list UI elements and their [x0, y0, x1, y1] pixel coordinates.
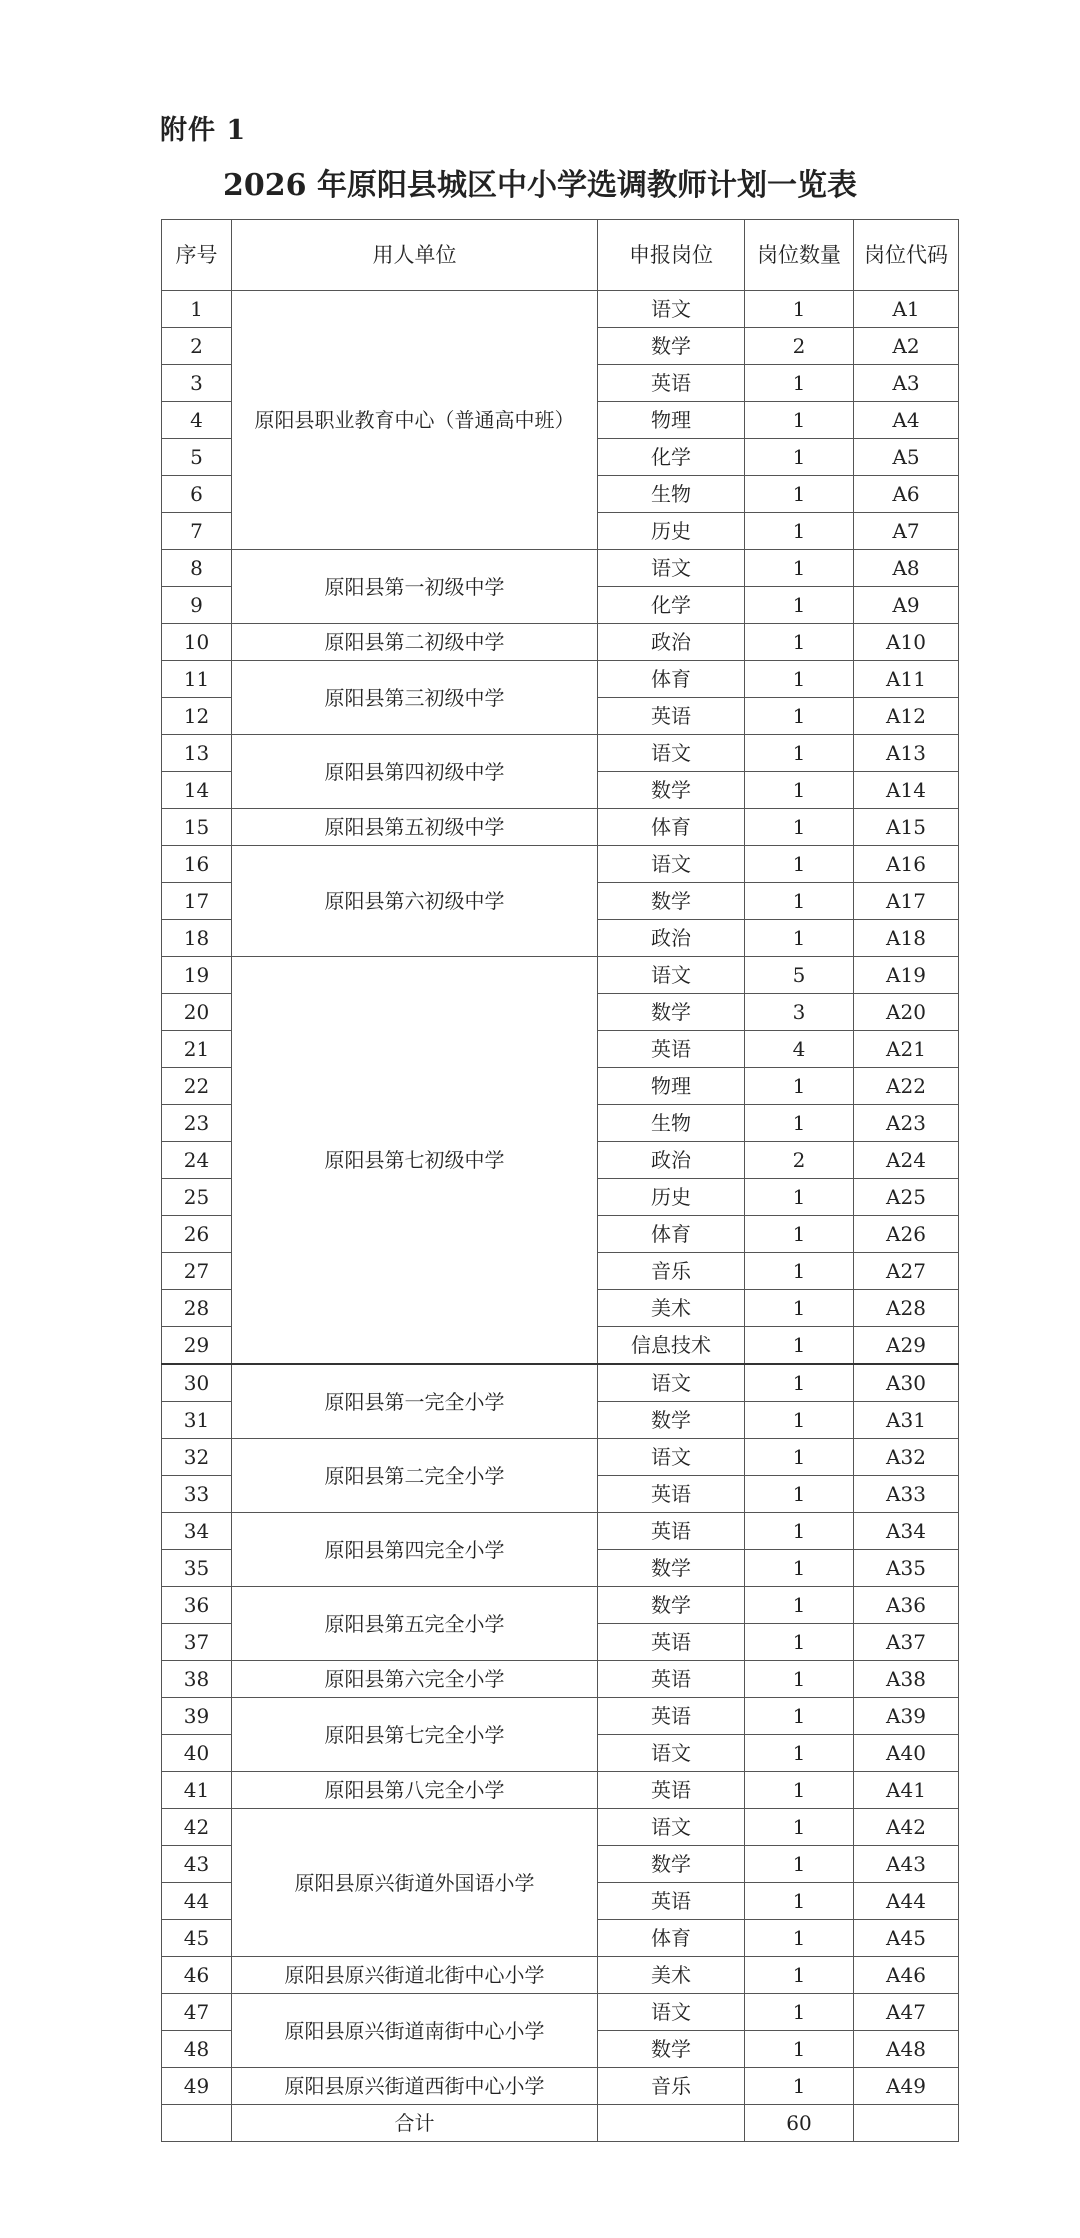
code-cell: A21	[854, 1031, 959, 1068]
table-row	[162, 1994, 959, 2031]
seq-cell: 15	[162, 809, 232, 846]
count-cell: 1	[745, 1587, 854, 1624]
count-cell: 1	[745, 2068, 854, 2105]
post-cell: 体育	[598, 809, 745, 846]
count-cell: 1	[745, 1846, 854, 1883]
count-cell: 1	[745, 1550, 854, 1587]
post-cell: 语文	[598, 550, 745, 587]
code-cell: A19	[854, 957, 959, 994]
code-cell: A28	[854, 1290, 959, 1327]
code-cell: A39	[854, 1698, 959, 1735]
post-cell: 数学	[598, 1587, 745, 1624]
attachment-label: 附件 1	[160, 115, 247, 146]
code-cell: A11	[854, 661, 959, 698]
seq-cell: 21	[162, 1031, 232, 1068]
header-row	[162, 220, 959, 291]
unit-cell: 原阳县原兴街道南街中心小学	[232, 1994, 598, 2068]
post-cell: 语文	[598, 957, 745, 994]
count-cell: 1	[745, 1735, 854, 1772]
unit-cell: 原阳县原兴街道外国语小学	[232, 1809, 598, 1957]
seq-cell: 39	[162, 1698, 232, 1735]
post-cell: 物理	[598, 1068, 745, 1105]
total-code-cell	[854, 2105, 959, 2142]
code-cell: A31	[854, 1402, 959, 1439]
unit-cell: 原阳县原兴街道北街中心小学	[232, 1957, 598, 1994]
post-cell: 语文	[598, 1735, 745, 1772]
table-row	[162, 1364, 959, 1402]
unit-cell: 原阳县原兴街道西街中心小学	[232, 2068, 598, 2105]
code-cell: A17	[854, 883, 959, 920]
table-row	[162, 661, 959, 698]
total-row	[162, 2105, 959, 2142]
code-cell: A44	[854, 1883, 959, 1920]
count-cell: 1	[745, 1439, 854, 1476]
seq-cell: 43	[162, 1846, 232, 1883]
table-row	[162, 624, 959, 661]
seq-cell: 11	[162, 661, 232, 698]
code-cell: A6	[854, 476, 959, 513]
code-cell: A7	[854, 513, 959, 550]
unit-cell: 原阳县第一初级中学	[232, 550, 598, 624]
post-cell: 化学	[598, 439, 745, 476]
code-cell: A10	[854, 624, 959, 661]
header-count: 岗位数量	[745, 220, 854, 291]
unit-cell: 原阳县职业教育中心（普通高中班）	[232, 291, 598, 550]
code-cell: A45	[854, 1920, 959, 1957]
count-cell: 1	[745, 1957, 854, 1994]
count-cell: 1	[745, 476, 854, 513]
count-cell: 3	[745, 994, 854, 1031]
code-cell: A47	[854, 1994, 959, 2031]
count-cell: 1	[745, 772, 854, 809]
seq-cell: 9	[162, 587, 232, 624]
post-cell: 政治	[598, 624, 745, 661]
code-cell: A29	[854, 1327, 959, 1365]
count-cell: 1	[745, 1364, 854, 1402]
table-row	[162, 957, 959, 994]
post-cell: 英语	[598, 1513, 745, 1550]
seq-cell: 42	[162, 1809, 232, 1846]
seq-cell: 25	[162, 1179, 232, 1216]
code-cell: A15	[854, 809, 959, 846]
post-cell: 历史	[598, 513, 745, 550]
count-cell: 1	[745, 1513, 854, 1550]
code-cell: A23	[854, 1105, 959, 1142]
code-cell: A2	[854, 328, 959, 365]
table-row	[162, 550, 959, 587]
post-cell: 语文	[598, 1364, 745, 1402]
post-cell: 数学	[598, 1402, 745, 1439]
post-cell: 数学	[598, 328, 745, 365]
seq-cell: 13	[162, 735, 232, 772]
table-footer	[162, 2105, 959, 2142]
code-cell: A13	[854, 735, 959, 772]
count-cell: 1	[745, 1327, 854, 1365]
post-cell: 信息技术	[598, 1327, 745, 1365]
count-cell: 1	[745, 587, 854, 624]
count-cell: 1	[745, 1402, 854, 1439]
total-seq-cell	[162, 2105, 232, 2142]
code-cell: A33	[854, 1476, 959, 1513]
count-cell: 1	[745, 2031, 854, 2068]
count-cell: 1	[745, 1920, 854, 1957]
seq-cell: 27	[162, 1253, 232, 1290]
code-cell: A49	[854, 2068, 959, 2105]
table-row	[162, 1439, 959, 1476]
seq-cell: 29	[162, 1327, 232, 1365]
count-cell: 1	[745, 550, 854, 587]
code-cell: A3	[854, 365, 959, 402]
post-cell: 数学	[598, 772, 745, 809]
seq-cell: 1	[162, 291, 232, 328]
count-cell: 4	[745, 1031, 854, 1068]
post-cell: 物理	[598, 402, 745, 439]
code-cell: A9	[854, 587, 959, 624]
seq-cell: 4	[162, 402, 232, 439]
unit-cell: 原阳县第四完全小学	[232, 1513, 598, 1587]
code-cell: A27	[854, 1253, 959, 1290]
count-cell: 1	[745, 365, 854, 402]
table-body	[162, 291, 959, 2105]
seq-cell: 19	[162, 957, 232, 994]
table-row	[162, 1661, 959, 1698]
code-cell: A26	[854, 1216, 959, 1253]
code-cell: A4	[854, 402, 959, 439]
post-cell: 数学	[598, 883, 745, 920]
unit-cell: 原阳县第七初级中学	[232, 957, 598, 1365]
seq-cell: 38	[162, 1661, 232, 1698]
seq-cell: 28	[162, 1290, 232, 1327]
code-cell: A30	[854, 1364, 959, 1402]
post-cell: 语文	[598, 1994, 745, 2031]
count-cell: 1	[745, 1883, 854, 1920]
seq-cell: 47	[162, 1994, 232, 2031]
seq-cell: 17	[162, 883, 232, 920]
unit-cell: 原阳县第三初级中学	[232, 661, 598, 735]
code-cell: A42	[854, 1809, 959, 1846]
table-header	[162, 220, 959, 291]
count-cell: 2	[745, 328, 854, 365]
seq-cell: 46	[162, 1957, 232, 1994]
code-cell: A20	[854, 994, 959, 1031]
post-cell: 英语	[598, 1624, 745, 1661]
code-cell: A37	[854, 1624, 959, 1661]
count-cell: 1	[745, 698, 854, 735]
count-cell: 1	[745, 513, 854, 550]
code-cell: A41	[854, 1772, 959, 1809]
code-cell: A38	[854, 1661, 959, 1698]
code-cell: A5	[854, 439, 959, 476]
count-cell: 1	[745, 846, 854, 883]
seq-cell: 31	[162, 1402, 232, 1439]
post-cell: 英语	[598, 1476, 745, 1513]
post-cell: 英语	[598, 1031, 745, 1068]
header-code: 岗位代码	[854, 220, 959, 291]
code-cell: A46	[854, 1957, 959, 1994]
post-cell: 英语	[598, 1661, 745, 1698]
count-cell: 1	[745, 1994, 854, 2031]
seq-cell: 12	[162, 698, 232, 735]
total-label: 合计	[232, 2105, 598, 2142]
post-cell: 体育	[598, 1920, 745, 1957]
unit-cell: 原阳县第一完全小学	[232, 1364, 598, 1439]
seq-cell: 20	[162, 994, 232, 1031]
header-post: 申报岗位	[598, 220, 745, 291]
seq-cell: 32	[162, 1439, 232, 1476]
post-cell: 音乐	[598, 1253, 745, 1290]
unit-cell: 原阳县第六完全小学	[232, 1661, 598, 1698]
post-cell: 历史	[598, 1179, 745, 1216]
count-cell: 2	[745, 1142, 854, 1179]
header-unit: 用人单位	[232, 220, 598, 291]
code-cell: A18	[854, 920, 959, 957]
count-cell: 1	[745, 1624, 854, 1661]
post-cell: 数学	[598, 994, 745, 1031]
count-cell: 1	[745, 735, 854, 772]
post-cell: 体育	[598, 1216, 745, 1253]
document-title: 2026 年原阳县城区中小学选调教师计划一览表	[223, 168, 857, 203]
post-cell: 语文	[598, 1809, 745, 1846]
count-cell: 1	[745, 1698, 854, 1735]
code-cell: A12	[854, 698, 959, 735]
table-row	[162, 1772, 959, 1809]
seq-cell: 10	[162, 624, 232, 661]
seq-cell: 23	[162, 1105, 232, 1142]
count-cell: 1	[745, 809, 854, 846]
count-cell: 1	[745, 661, 854, 698]
post-cell: 语文	[598, 291, 745, 328]
seq-cell: 45	[162, 1920, 232, 1957]
seq-cell: 37	[162, 1624, 232, 1661]
seq-cell: 48	[162, 2031, 232, 2068]
code-cell: A35	[854, 1550, 959, 1587]
post-cell: 英语	[598, 698, 745, 735]
post-cell: 生物	[598, 1105, 745, 1142]
seq-cell: 5	[162, 439, 232, 476]
count-cell: 1	[745, 1105, 854, 1142]
seq-cell: 35	[162, 1550, 232, 1587]
post-cell: 英语	[598, 365, 745, 402]
count-cell: 1	[745, 624, 854, 661]
seq-cell: 36	[162, 1587, 232, 1624]
count-cell: 1	[745, 1809, 854, 1846]
seq-cell: 8	[162, 550, 232, 587]
code-cell: A14	[854, 772, 959, 809]
count-cell: 1	[745, 1216, 854, 1253]
table-row	[162, 846, 959, 883]
seq-cell: 16	[162, 846, 232, 883]
table-row	[162, 1587, 959, 1624]
count-cell: 1	[745, 1179, 854, 1216]
post-cell: 生物	[598, 476, 745, 513]
post-cell: 英语	[598, 1883, 745, 1920]
unit-cell: 原阳县第六初级中学	[232, 846, 598, 957]
count-cell: 1	[745, 1253, 854, 1290]
post-cell: 政治	[598, 920, 745, 957]
count-cell: 1	[745, 920, 854, 957]
table-row	[162, 735, 959, 772]
table-row	[162, 1809, 959, 1846]
code-cell: A43	[854, 1846, 959, 1883]
count-cell: 1	[745, 1068, 854, 1105]
post-cell: 数学	[598, 1846, 745, 1883]
table-row	[162, 1698, 959, 1735]
table-row	[162, 1513, 959, 1550]
table-row	[162, 809, 959, 846]
seq-cell: 41	[162, 1772, 232, 1809]
seq-cell: 14	[162, 772, 232, 809]
post-cell: 美术	[598, 1957, 745, 1994]
post-cell: 数学	[598, 2031, 745, 2068]
seq-cell: 2	[162, 328, 232, 365]
total-count: 60	[745, 2105, 854, 2142]
seq-cell: 22	[162, 1068, 232, 1105]
unit-cell: 原阳县第七完全小学	[232, 1698, 598, 1772]
teacher-plan-table	[161, 219, 959, 2142]
post-cell: 英语	[598, 1772, 745, 1809]
code-cell: A40	[854, 1735, 959, 1772]
post-cell: 语文	[598, 846, 745, 883]
count-cell: 1	[745, 1661, 854, 1698]
seq-cell: 6	[162, 476, 232, 513]
count-cell: 1	[745, 439, 854, 476]
seq-cell: 49	[162, 2068, 232, 2105]
unit-cell: 原阳县第五完全小学	[232, 1587, 598, 1661]
code-cell: A32	[854, 1439, 959, 1476]
code-cell: A48	[854, 2031, 959, 2068]
seq-cell: 24	[162, 1142, 232, 1179]
seq-cell: 33	[162, 1476, 232, 1513]
code-cell: A25	[854, 1179, 959, 1216]
count-cell: 1	[745, 1290, 854, 1327]
post-cell: 化学	[598, 587, 745, 624]
seq-cell: 34	[162, 1513, 232, 1550]
count-cell: 1	[745, 402, 854, 439]
seq-cell: 18	[162, 920, 232, 957]
count-cell: 1	[745, 1476, 854, 1513]
seq-cell: 44	[162, 1883, 232, 1920]
code-cell: A34	[854, 1513, 959, 1550]
seq-cell: 3	[162, 365, 232, 402]
code-cell: A24	[854, 1142, 959, 1179]
unit-cell: 原阳县第四初级中学	[232, 735, 598, 809]
code-cell: A22	[854, 1068, 959, 1105]
code-cell: A1	[854, 291, 959, 328]
count-cell: 1	[745, 1772, 854, 1809]
table-row	[162, 1957, 959, 1994]
count-cell: 1	[745, 291, 854, 328]
table-row	[162, 291, 959, 328]
table-row	[162, 2068, 959, 2105]
unit-cell: 原阳县第二完全小学	[232, 1439, 598, 1513]
post-cell: 数学	[598, 1550, 745, 1587]
code-cell: A16	[854, 846, 959, 883]
post-cell: 美术	[598, 1290, 745, 1327]
seq-cell: 40	[162, 1735, 232, 1772]
post-cell: 政治	[598, 1142, 745, 1179]
post-cell: 语文	[598, 1439, 745, 1476]
unit-cell: 原阳县第八完全小学	[232, 1772, 598, 1809]
total-post-cell	[598, 2105, 745, 2142]
post-cell: 体育	[598, 661, 745, 698]
unit-cell: 原阳县第二初级中学	[232, 624, 598, 661]
seq-cell: 30	[162, 1364, 232, 1402]
code-cell: A36	[854, 1587, 959, 1624]
unit-cell: 原阳县第五初级中学	[232, 809, 598, 846]
post-cell: 音乐	[598, 2068, 745, 2105]
header-seq: 序号	[162, 220, 232, 291]
post-cell: 英语	[598, 1698, 745, 1735]
count-cell: 5	[745, 957, 854, 994]
count-cell: 1	[745, 883, 854, 920]
seq-cell: 7	[162, 513, 232, 550]
code-cell: A8	[854, 550, 959, 587]
seq-cell: 26	[162, 1216, 232, 1253]
post-cell: 语文	[598, 735, 745, 772]
